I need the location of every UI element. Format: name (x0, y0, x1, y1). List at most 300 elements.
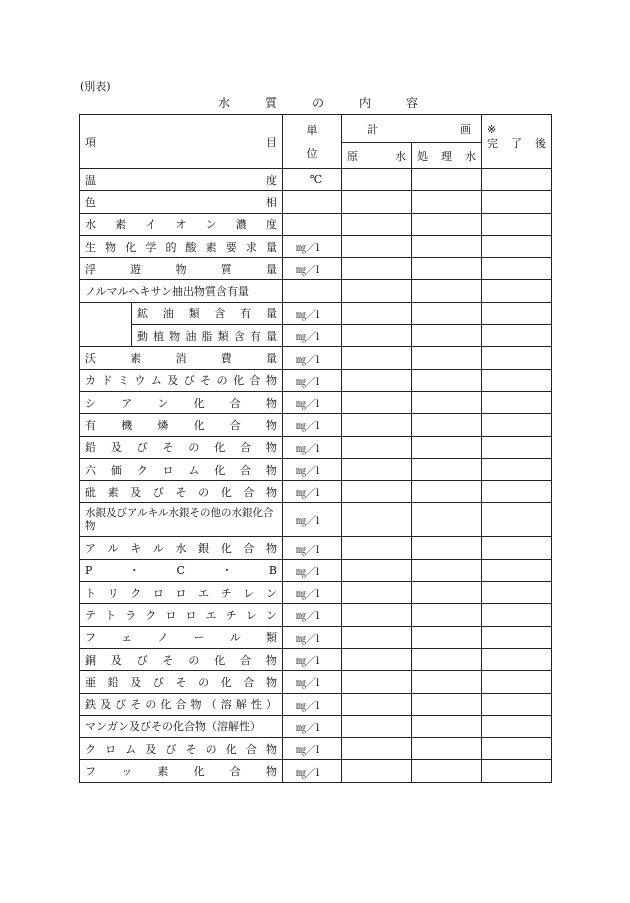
item-char: 及 (130, 675, 142, 689)
unit-header-char: 単 (306, 124, 318, 137)
item-char: 有 (85, 418, 96, 432)
completion-cell (482, 648, 552, 670)
item-char: マンガン及びその化合物（溶解性） (85, 720, 261, 734)
table-row (80, 559, 552, 581)
item-char: ッ (121, 765, 133, 779)
item-char: び (152, 485, 164, 499)
raw-water-cell (342, 503, 412, 537)
unit-cell: ㎎／l (283, 648, 342, 670)
item-char: ・ (221, 564, 233, 578)
item-char: 化 (193, 396, 205, 410)
item-cell (80, 414, 283, 436)
item-char: 鉄 (85, 698, 96, 712)
item-char: 合 (229, 418, 241, 432)
item-cell (80, 347, 283, 369)
item-header-char: 目 (266, 135, 277, 149)
treated-water-cell (412, 604, 482, 626)
treated-water-cell (412, 325, 482, 347)
item-char: 油 (185, 329, 197, 343)
item-char: 及 (110, 441, 122, 455)
item-char: 遊 (130, 262, 142, 276)
item-char: 化 (214, 441, 226, 455)
treated-water-cell (412, 537, 482, 559)
table-row (80, 369, 552, 391)
item-char: 砒 (85, 485, 96, 499)
item-char: 含 (233, 329, 245, 343)
completion-cell (482, 760, 552, 782)
item-char: 及 (167, 374, 179, 388)
unit-cell: ㎎／l (283, 325, 342, 347)
item-char: ・ (128, 564, 140, 578)
title-char: 容 (405, 96, 418, 110)
item-char: 溶 (220, 698, 232, 712)
item-char: C (176, 563, 185, 577)
treated-water-cell (412, 458, 482, 480)
treated-water-cell (412, 213, 482, 235)
item-char: ー (193, 631, 205, 645)
completion-cell (482, 626, 552, 648)
item-char: 含 (214, 307, 226, 321)
item-char: 合 (240, 463, 252, 477)
treated-water-cell (412, 559, 482, 581)
table-row (80, 436, 552, 458)
item-char: 化 (214, 463, 226, 477)
item-char: 化 (233, 374, 245, 388)
item-char: 物 (266, 675, 277, 689)
item-char: 度 (266, 173, 277, 187)
item-char: そ (185, 742, 197, 756)
item-char: ロ (185, 608, 197, 622)
item-char: イ (145, 218, 157, 232)
item-char: ン (157, 396, 169, 410)
item-char: リ (107, 586, 119, 600)
item-char: 酸 (185, 240, 197, 254)
item-char: 解 (235, 698, 247, 712)
item-char: 価 (110, 463, 122, 477)
treated-water-header (412, 143, 482, 169)
item-char: 有 (249, 329, 261, 343)
raw-water-char: 水 (395, 149, 406, 163)
appendix-note: (別表) (80, 80, 111, 93)
raw-water-cell (342, 369, 412, 391)
item-char: オ (175, 218, 187, 232)
unit-cell: ㎎／l (283, 258, 342, 280)
raw-water-cell (342, 626, 412, 648)
item-char: 亜 (85, 675, 96, 689)
item-char: フ (85, 765, 96, 779)
table-row (80, 458, 552, 480)
item-header-char: 項 (85, 135, 96, 149)
treated-water-cell (412, 169, 482, 191)
raw-water-cell (342, 436, 412, 458)
item-char: チ (225, 608, 237, 622)
item-char: 化 (225, 742, 237, 756)
item-char: 性 (250, 698, 262, 712)
table-row (80, 258, 552, 280)
item-char: 量 (266, 262, 277, 276)
raw-water-cell (342, 302, 412, 324)
item-char: 脂 (201, 329, 213, 343)
item-cell (80, 671, 283, 693)
item-char: 類 (217, 329, 229, 343)
item-char: 合 (229, 765, 241, 779)
raw-water-cell (342, 559, 412, 581)
treated-water-cell (412, 235, 482, 257)
item-char: ク (85, 742, 96, 756)
completion-cell (482, 693, 552, 715)
item-char: 素 (205, 240, 217, 254)
item-char: 機 (121, 418, 133, 432)
item-char: び (136, 653, 148, 667)
complete-mark: ※ (487, 123, 497, 136)
item-cell (80, 582, 283, 604)
treated-water-cell (412, 481, 482, 503)
raw-water-cell (342, 715, 412, 737)
completion-cell (482, 715, 552, 737)
item-char: ク (136, 463, 148, 477)
title-char: の (311, 96, 324, 110)
table-row (80, 693, 552, 715)
item-char: 化 (220, 675, 232, 689)
sub-item-indent (80, 302, 132, 347)
title-char: 水 (218, 96, 231, 110)
item-char: ロ (175, 586, 187, 600)
raw-water-cell (342, 325, 412, 347)
item-char: ェ (121, 631, 133, 645)
treated-water-char: 処 (417, 149, 428, 163)
item-char: ン (205, 218, 217, 232)
unit-cell: ㎎／l (283, 503, 342, 537)
item-char: 有 (240, 307, 252, 321)
item-cell (80, 715, 283, 737)
item-char: ト (105, 608, 117, 622)
unit-cell: ㎎／l (283, 671, 342, 693)
item-char: ン (266, 586, 277, 600)
item-char: 合 (243, 542, 255, 556)
item-char: ） (265, 698, 277, 712)
completion-cell (482, 169, 552, 191)
item-char: 素 (157, 765, 169, 779)
title-char: 内 (358, 96, 371, 110)
table-row (80, 582, 552, 604)
item-cell (80, 235, 283, 257)
completion-cell (482, 325, 552, 347)
item-char: 物 (266, 542, 277, 556)
item-char: 銅 (85, 653, 96, 667)
unit-header-char: 位 (306, 147, 318, 160)
item-char: 物 (266, 485, 277, 499)
unit-cell (283, 213, 342, 235)
raw-water-cell (342, 693, 412, 715)
item-char: ノ (157, 631, 169, 645)
item-char: 温 (85, 173, 96, 187)
item-char: 費 (220, 352, 232, 366)
item-char: 消 (175, 352, 187, 366)
item-char: 化 (193, 765, 205, 779)
item-char: 量 (265, 240, 277, 254)
unit-cell: ㎎／l (283, 582, 342, 604)
treated-water-cell (412, 280, 482, 302)
item-char: シ (85, 396, 96, 410)
unit-header (283, 115, 342, 169)
item-char: ロ (165, 608, 177, 622)
table-row (80, 302, 552, 324)
item-char: ロ (162, 463, 174, 477)
item-char: B (268, 563, 277, 577)
item-char: 合 (249, 374, 261, 388)
completion-cell (482, 671, 552, 693)
item-char: 水 (85, 218, 96, 232)
completion-cell (482, 481, 552, 503)
item-char: の (188, 441, 200, 455)
item-char: 水 (175, 542, 187, 556)
table-row (80, 715, 552, 737)
treated-water-cell (412, 626, 482, 648)
raw-water-char: 原 (347, 149, 358, 163)
unit-cell: ㎎／l (283, 481, 342, 503)
table-row (80, 391, 552, 413)
item-char: 化 (125, 240, 137, 254)
item-char: 油 (162, 307, 174, 321)
unit-cell: ㎎／l (283, 458, 342, 480)
completion-cell (482, 537, 552, 559)
item-char: 鉛 (107, 675, 119, 689)
completion-cell (482, 369, 552, 391)
item-char: の (198, 485, 210, 499)
item-char: 合 (240, 653, 252, 667)
raw-water-cell (342, 648, 412, 670)
treated-water-cell (412, 258, 482, 280)
completion-cell (482, 347, 552, 369)
raw-water-cell (342, 258, 412, 280)
unit-cell: ㎎／l (283, 302, 342, 324)
item-char: ロ (105, 742, 117, 756)
item-char: ル (229, 631, 241, 645)
unit-cell (283, 191, 342, 213)
completion-cell (482, 213, 552, 235)
treated-water-cell (412, 582, 482, 604)
item-char: 質 (220, 262, 232, 276)
unit-cell: ㎎／l (283, 604, 342, 626)
raw-water-cell (342, 169, 412, 191)
item-cell (132, 325, 283, 347)
completion-cell (482, 458, 552, 480)
treated-water-cell (412, 760, 482, 782)
item-char: の (198, 675, 210, 689)
item-char: 量 (265, 307, 277, 321)
item-char: カ (85, 374, 96, 388)
table-row (80, 671, 552, 693)
item-char: ロ (152, 586, 164, 600)
item-char: の (188, 653, 200, 667)
item-char: 物 (265, 396, 277, 410)
item-char: 物 (169, 329, 181, 343)
item-char: ミ (117, 374, 129, 388)
raw-water-cell (342, 191, 412, 213)
item-char: 化 (220, 542, 232, 556)
item-cell (80, 481, 283, 503)
item-char: エ (205, 608, 217, 622)
item-char: 化 (220, 485, 232, 499)
completion-cell (482, 582, 552, 604)
item-char: び (115, 698, 127, 712)
table-row (80, 347, 552, 369)
completion-cell (482, 258, 552, 280)
treated-water-cell (412, 414, 482, 436)
treated-water-cell (412, 369, 482, 391)
raw-water-cell (342, 671, 412, 693)
unit-cell: ㎎／l (283, 537, 342, 559)
complete-char: 了 (511, 137, 522, 150)
raw-water-cell (342, 582, 412, 604)
plan-header-char: 計 (367, 122, 378, 136)
item-char: P (85, 563, 93, 577)
item-char: 化 (193, 418, 205, 432)
item-char: 沃 (85, 352, 96, 366)
item-char: 量 (266, 329, 277, 343)
item-char: 類 (265, 631, 277, 645)
item-char: び (152, 675, 164, 689)
item-char: ム (150, 374, 162, 388)
item-char: 銀 (198, 542, 210, 556)
table-row (80, 235, 552, 257)
unit-cell: ㎎／l (283, 369, 342, 391)
item-char: 植 (153, 329, 165, 343)
unit-cell: ㎎／l (283, 436, 342, 458)
item-char: の (216, 374, 228, 388)
item-cell (80, 280, 283, 302)
completion-cell (482, 559, 552, 581)
item-char: 鉱 (137, 307, 148, 321)
item-char: 素 (115, 218, 127, 232)
item-char: 化 (214, 653, 226, 667)
item-char: び (136, 441, 148, 455)
unit-cell: ㎎／l (283, 715, 342, 737)
item-char: ク (130, 586, 142, 600)
treated-water-cell (412, 715, 482, 737)
item-cell (80, 169, 283, 191)
table-row (80, 481, 552, 503)
item-cell (80, 648, 283, 670)
item-char: 的 (165, 240, 177, 254)
unit-cell: ㎎／l (283, 235, 342, 257)
item-cell (80, 604, 283, 626)
item-header (80, 115, 283, 169)
unit-cell (283, 280, 342, 302)
completion-cell (482, 414, 552, 436)
item-char: ノルマルヘキサン抽出物質含有量 (85, 285, 250, 299)
raw-water-cell (342, 347, 412, 369)
item-char: 物 (265, 742, 277, 756)
item-char: そ (162, 653, 174, 667)
complete-char: 完 (487, 137, 498, 150)
item-cell (132, 302, 283, 324)
item-char: レ (243, 586, 255, 600)
item-char: 合 (245, 742, 257, 756)
treated-water-cell (412, 191, 482, 213)
item-cell (80, 559, 283, 581)
item-char: 素 (130, 352, 142, 366)
item-char: 化 (160, 698, 172, 712)
plan-header-char: 画 (460, 122, 471, 136)
item-char: 物 (265, 463, 277, 477)
item-cell (80, 191, 283, 213)
table-row (80, 325, 552, 347)
item-char: び (165, 742, 177, 756)
item-char: 合 (243, 485, 255, 499)
table-title (218, 94, 418, 111)
raw-water-cell (342, 235, 412, 257)
item-char: 学 (145, 240, 157, 254)
item-cell (80, 391, 283, 413)
item-char: 合 (175, 698, 187, 712)
item-cell (80, 738, 283, 760)
raw-water-cell (342, 537, 412, 559)
item-char: 物 (265, 441, 277, 455)
item-char: フ (85, 631, 96, 645)
treated-water-cell (412, 503, 482, 537)
raw-water-cell (342, 280, 412, 302)
completion-cell (482, 391, 552, 413)
item-char: 物 (175, 262, 187, 276)
item-cell (80, 458, 283, 480)
treated-water-cell (412, 302, 482, 324)
water-quality-table (79, 114, 552, 783)
raw-water-cell (342, 481, 412, 503)
item-char: 要 (225, 240, 237, 254)
raw-water-cell (342, 414, 412, 436)
item-cell (80, 258, 283, 280)
item-char: 浮 (85, 262, 96, 276)
item-char: ウ (134, 374, 146, 388)
treated-water-cell (412, 738, 482, 760)
item-cell (80, 693, 283, 715)
item-char: 及 (130, 485, 142, 499)
item-char: 素 (107, 485, 119, 499)
item-char: の (145, 698, 157, 712)
item-char: 合 (240, 441, 252, 455)
item-char: の (205, 742, 217, 756)
raw-water-cell (342, 738, 412, 760)
item-cell (80, 436, 283, 458)
item-char: そ (175, 485, 187, 499)
treated-water-cell (412, 347, 482, 369)
completion-cell (482, 191, 552, 213)
treated-water-cell (412, 648, 482, 670)
completion-cell (482, 604, 552, 626)
completion-cell (482, 738, 552, 760)
item-char: テ (85, 608, 96, 622)
item-char: そ (175, 675, 187, 689)
item-char: 物 (265, 374, 277, 388)
item-cell (80, 213, 283, 235)
item-char: 及 (100, 698, 112, 712)
table-row (80, 503, 552, 537)
item-char: （ (205, 698, 217, 712)
item-char: ク (145, 608, 157, 622)
table-row (80, 280, 552, 302)
item-cell (80, 503, 283, 537)
item-char: レ (245, 608, 257, 622)
item-char: エ (198, 586, 210, 600)
item-char: 動 (137, 329, 148, 343)
item-char: 色 (85, 195, 96, 209)
item-char: ド (101, 374, 113, 388)
item-char: 鉛 (85, 441, 96, 455)
item-char: そ (130, 698, 142, 712)
table-row (80, 738, 552, 760)
item-cell (80, 626, 283, 648)
